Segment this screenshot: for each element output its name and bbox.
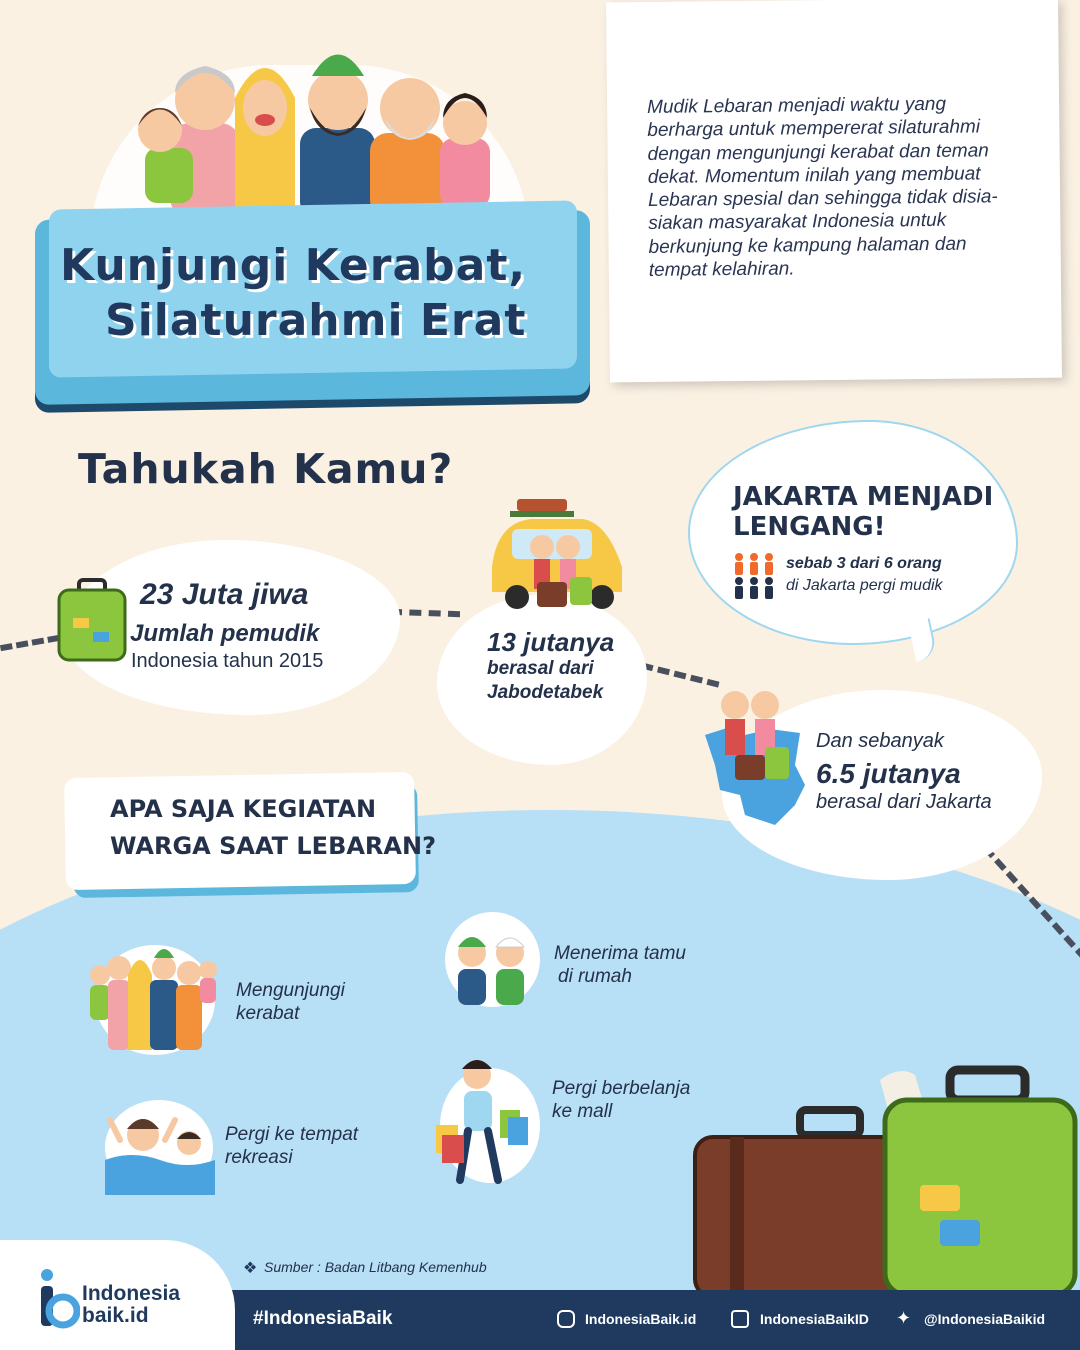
person-icon <box>750 553 758 575</box>
source-pin-icon: ❖ <box>243 1260 258 1277</box>
stat-total-sublabel: Indonesia tahun 2015 <box>131 650 324 672</box>
family-icon <box>80 940 220 1055</box>
logo-text-line-1: Indonesia <box>82 1282 181 1305</box>
activities-heading-face <box>64 772 416 890</box>
jakarta-heading-1: JAKARTA MENJADI <box>733 482 994 512</box>
stat-bubble-2 <box>437 595 647 765</box>
route-dash-2 <box>390 609 460 617</box>
instagram-icon[interactable] <box>557 1310 575 1328</box>
jakarta-map-illustration <box>700 685 810 830</box>
activity-2-label-2: di rumah <box>558 966 632 987</box>
activities-heading-1: APA SAJA KEGIATAN <box>110 795 377 823</box>
swimming-icon <box>105 1105 215 1195</box>
stat-jakarta-label: berasal dari Jakarta <box>816 791 992 813</box>
activity-2-label-1: Menerima tamu <box>554 943 686 964</box>
activity-3-label-2: rekreasi <box>225 1147 293 1168</box>
person-icon <box>765 577 773 599</box>
stat-jabodetabek-value: 13 jutanya <box>487 627 615 657</box>
route-dash-3 <box>640 662 719 687</box>
greeting-icon <box>450 925 535 1010</box>
intro-text: Mudik Lebaran menjadi waktu yang berharga untuk mempererat silaturahmi dengan mengunjungi kerabat dan teman dekat. Momentum inilah yang membuat Lebaran spesial dan sehingga tidak disia-siakan masyarakat Indonesia untuk berkunjung ke kampung halaman dan tempat kelahiran. <box>647 93 998 282</box>
activity-4-label-2: ke mall <box>552 1101 613 1122</box>
person-icon <box>735 577 743 599</box>
activity-1-label-1: Mengunjungi <box>236 980 345 1001</box>
indonesiabaik-logo-icon <box>38 1268 80 1330</box>
jakarta-sub-2: di Jakarta pergi mudik <box>786 577 943 594</box>
page-title-line-1: Kunjungi Kerabat, <box>60 240 527 291</box>
person-icon <box>765 553 773 575</box>
instagram-handle[interactable]: IndonesiaBaik.id <box>585 1311 697 1327</box>
stat-jakarta-prefix: Dan sebanyak <box>816 730 944 752</box>
logo-text <box>82 1283 180 1327</box>
stat-jabodetabek-label-1: berasal dari <box>487 658 594 679</box>
family-illustration <box>120 38 510 218</box>
twitter-handle[interactable]: @IndonesiaBaikid <box>924 1311 1046 1327</box>
luggage-illustration <box>690 1065 1080 1300</box>
activity-3-label-1: Pergi ke tempat <box>225 1124 359 1145</box>
route-dash-1 <box>0 635 60 651</box>
source-text: Sumber : Badan Litbang Kemenhub <box>264 1259 487 1275</box>
stat-jabodetabek-label-2: Jabodetabek <box>487 682 604 703</box>
shopping-icon <box>432 1055 532 1185</box>
stat-total-value: 23 Juta jiwa <box>140 578 309 611</box>
stat-jakarta-value: 6.5 jutanya <box>816 758 961 789</box>
jakarta-heading-2: LENGANG! <box>733 512 886 542</box>
intro-card <box>606 0 1062 382</box>
youtube-icon[interactable] <box>731 1310 749 1328</box>
hashtag[interactable]: #IndonesiaBaik <box>253 1308 393 1329</box>
activity-4-label-1: Pergi berbelanja <box>552 1078 691 1099</box>
did-you-know-heading: Tahukah Kamu? <box>78 445 454 493</box>
activities-heading-2: WARGA SAAT LEBARAN? <box>110 832 436 860</box>
person-icon <box>735 553 743 575</box>
page-title-line-2: Silaturahmi Erat <box>105 295 527 346</box>
green-suitcase-icon <box>55 578 130 663</box>
jakarta-sub-1: sebab 3 dari 6 orang <box>786 555 942 572</box>
people-ratio-icons <box>733 553 778 601</box>
car-illustration <box>482 497 632 612</box>
person-icon <box>750 577 758 599</box>
activity-1-label-2: kerabat <box>236 1003 300 1024</box>
logo-text-line-2: baik.id <box>82 1304 149 1327</box>
youtube-handle[interactable]: IndonesiaBaikID <box>760 1311 869 1327</box>
stat-total-label: Jumlah pemudik <box>130 620 320 647</box>
twitter-icon[interactable]: ✦ <box>896 1308 912 1328</box>
